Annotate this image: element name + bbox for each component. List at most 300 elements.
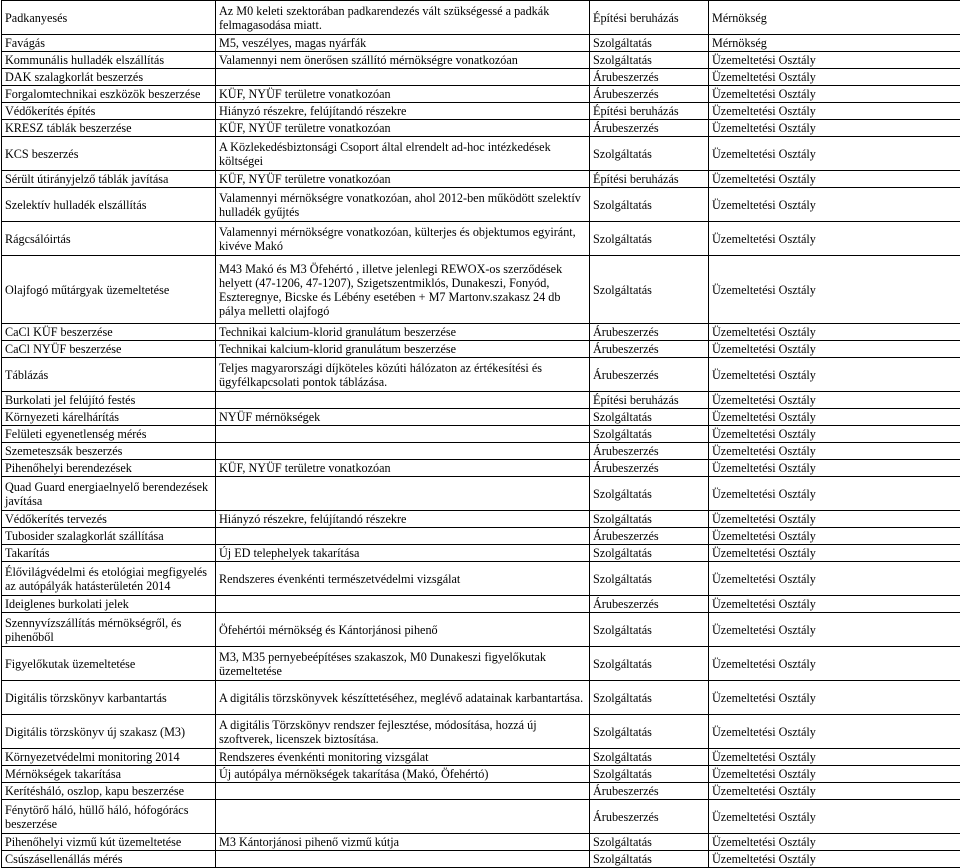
procurement-type-cell (590, 137, 709, 171)
cell-text: Ideiglenes burkolati jelek (5, 597, 213, 611)
description-cell (216, 256, 590, 324)
department-cell (709, 545, 960, 562)
cell-text: Tubosider szalagkorlát szállítása (5, 529, 213, 543)
activity-name-cell (2, 528, 216, 545)
department-cell (709, 528, 960, 545)
procurement-type-cell (590, 528, 709, 545)
cell-text: Mérnökség (712, 36, 960, 50)
cell-text: Üzemeltetési Osztály (712, 104, 960, 118)
description-cell (216, 443, 590, 460)
activity-name-cell (2, 188, 216, 222)
cell-text: Valamennyi nem önerősen szállító mérnökségre vonatkozóan (219, 53, 587, 67)
cell-text: Üzemeltetési Osztály (712, 393, 960, 407)
cell-text: Üzemeltetési Osztály (712, 87, 960, 101)
activity-name-cell (2, 52, 216, 69)
department-cell (709, 715, 960, 749)
cell-text: Üzemeltetési Osztály (712, 572, 960, 586)
cell-text: Új ED telephelyek takarítása (219, 546, 587, 560)
department-cell (709, 800, 960, 834)
table-row (2, 596, 960, 613)
table-row (2, 528, 960, 545)
description-cell (216, 137, 590, 171)
department-cell (709, 137, 960, 171)
description-cell (216, 528, 590, 545)
procurement-type-cell (590, 596, 709, 613)
cell-text: Árubeszerzés (593, 325, 706, 339)
table-row (2, 460, 960, 477)
cell-text: Üzemeltetési Osztály (712, 53, 960, 67)
description-cell (216, 358, 590, 392)
cell-text: Árubeszerzés (593, 368, 706, 382)
table-row (2, 358, 960, 392)
procurement-type-cell (590, 477, 709, 511)
cell-text: Szolgáltatás (593, 657, 706, 671)
table-row (2, 324, 960, 341)
activity-name-cell (2, 324, 216, 341)
department-cell (709, 749, 960, 766)
activity-name-cell (2, 545, 216, 562)
cell-text: Üzemeltetési Osztály (712, 546, 960, 560)
procurement-type-cell (590, 766, 709, 783)
cell-text: M5, veszélyes, magas nyárfák (219, 36, 587, 50)
department-cell (709, 256, 960, 324)
cell-text: Üzemeltetési Osztály (712, 70, 960, 84)
procurement-type-cell (590, 188, 709, 222)
cell-text: Valamennyi mérnökségre vonatkozóan, külterjes és objektumos egyiránt, kivéve Makó (219, 225, 587, 253)
cell-text: Építési beruházás (593, 11, 706, 25)
activity-name-cell (2, 460, 216, 477)
table-row (2, 86, 960, 103)
table-row (2, 171, 960, 188)
cell-text: Üzemeltetési Osztály (712, 725, 960, 739)
procurement-type-cell (590, 647, 709, 681)
department-cell (709, 324, 960, 341)
procurement-type-cell (590, 1, 709, 35)
description-cell (216, 851, 590, 868)
cell-text: Árubeszerzés (593, 529, 706, 543)
cell-text: Szolgáltatás (593, 487, 706, 501)
description-cell (216, 1, 590, 35)
procurement-type-cell (590, 613, 709, 647)
cell-text: Fénytörő háló, hüllő háló, hófogórács beszerzése (5, 803, 213, 831)
table-body (2, 1, 960, 868)
activity-name-cell (2, 477, 216, 511)
description-cell (216, 681, 590, 715)
cell-text: Valamennyi mérnökségre vonatkozóan, ahol 2012-ben működött szelektív hulladék gyűjtés (219, 191, 587, 219)
procurement-type-cell (590, 392, 709, 409)
cell-text: Szolgáltatás (593, 198, 706, 212)
activity-name-cell (2, 851, 216, 868)
table-row (2, 341, 960, 358)
description-cell (216, 460, 590, 477)
activity-name-cell (2, 392, 216, 409)
description-cell (216, 222, 590, 256)
department-cell (709, 222, 960, 256)
department-cell (709, 477, 960, 511)
description-cell (216, 596, 590, 613)
cell-text: Padkanyesés (5, 11, 213, 25)
cell-text: NYÜF mérnökségek (219, 410, 587, 424)
activity-name-cell (2, 443, 216, 460)
cell-text: Üzemeltetési Osztály (712, 283, 960, 297)
cell-text: KCS beszerzés (5, 147, 213, 161)
activity-name-cell (2, 358, 216, 392)
activity-name-cell (2, 426, 216, 443)
cell-text: KÜF, NYÜF területre vonatkozóan (219, 461, 587, 475)
table-row (2, 511, 960, 528)
cell-text: Szolgáltatás (593, 572, 706, 586)
procurement-type-cell (590, 222, 709, 256)
cell-text: Üzemeltetési Osztály (712, 427, 960, 441)
cell-text: Kerítésháló, oszlop, kapu beszerzése (5, 784, 213, 798)
cell-text: Szolgáltatás (593, 147, 706, 161)
cell-text: Öfehértói mérnökség és Kántorjánosi pihenő (219, 623, 587, 637)
procurement-type-cell (590, 256, 709, 324)
cell-text: Új autópálya mérnökségek takarítása (Makó, Öfehértó) (219, 767, 587, 781)
cell-text: Szemeteszsák beszerzés (5, 444, 213, 458)
description-cell (216, 426, 590, 443)
cell-text: DAK szalagkorlát beszerzés (5, 70, 213, 84)
cell-text: Árubeszerzés (593, 444, 706, 458)
table-row (2, 851, 960, 868)
cell-text: Favágás (5, 36, 213, 50)
procurement-type-cell (590, 800, 709, 834)
description-cell (216, 409, 590, 426)
table-row (2, 545, 960, 562)
activity-name-cell (2, 171, 216, 188)
cell-text: M3, M35 pernyebeépítéses szakaszok, M0 Dunakeszi figyelőkutak üzemeltetése (219, 650, 587, 678)
table-row (2, 834, 960, 851)
department-cell (709, 409, 960, 426)
cell-text: Olajfogó műtárgyak üzemeltetése (5, 283, 213, 297)
table-row (2, 69, 960, 86)
description-cell (216, 52, 590, 69)
procurement-type-cell (590, 426, 709, 443)
department-cell (709, 103, 960, 120)
cell-text: Szolgáltatás (593, 725, 706, 739)
procurement-type-cell (590, 715, 709, 749)
table-row (2, 783, 960, 800)
department-cell (709, 681, 960, 715)
activity-name-cell (2, 137, 216, 171)
table-row (2, 715, 960, 749)
department-cell (709, 834, 960, 851)
cell-text: Szolgáltatás (593, 512, 706, 526)
procurement-type-cell (590, 562, 709, 596)
cell-text: KÜF, NYÜF területre vonatkozóan (219, 172, 587, 186)
table-row (2, 120, 960, 137)
procurement-type-cell (590, 52, 709, 69)
cell-text: Üzemeltetési Osztály (712, 198, 960, 212)
activity-name-cell (2, 256, 216, 324)
table-row (2, 477, 960, 511)
cell-text: Burkolati jel felújító festés (5, 393, 213, 407)
table-row (2, 426, 960, 443)
table-row (2, 443, 960, 460)
cell-text: CaCl KÜF beszerzése (5, 325, 213, 339)
description-cell (216, 477, 590, 511)
cell-text: Üzemeltetési Osztály (712, 172, 960, 186)
description-cell (216, 613, 590, 647)
activity-name-cell (2, 409, 216, 426)
department-cell (709, 392, 960, 409)
cell-text: Pihenőhelyi berendezések (5, 461, 213, 475)
activity-name-cell (2, 86, 216, 103)
cell-text: A digitális törzskönyvek készíttetéséhez, meglévő adatainak karbantartása. (219, 691, 587, 705)
cell-text: Szelektív hulladék elszállítás (5, 198, 213, 212)
activity-name-cell (2, 647, 216, 681)
department-cell (709, 766, 960, 783)
cell-text: Üzemeltetési Osztály (712, 623, 960, 637)
cell-text: Technikai kalcium-klorid granulátum beszerzése (219, 342, 587, 356)
procurement-type-cell (590, 681, 709, 715)
cell-text: Szolgáltatás (593, 750, 706, 764)
cell-text: Táblázás (5, 368, 213, 382)
cell-text: Rendszeres évenkénti monitoring vizsgálat (219, 750, 587, 764)
activity-name-cell (2, 562, 216, 596)
cell-text: A Közlekedésbiztonsági Csoport által elrendelt ad-hoc intézkedések költségei (219, 140, 587, 168)
cell-text: Környezetvédelmi monitoring 2014 (5, 750, 213, 764)
procurement-type-cell (590, 341, 709, 358)
cell-text: Építési beruházás (593, 104, 706, 118)
cell-text: Építési beruházás (593, 172, 706, 186)
cell-text: Quad Guard energiaelnyelő berendezések javítása (5, 480, 213, 508)
procurement-type-cell (590, 545, 709, 562)
cell-text: Az M0 keleti szektorában padkarendezés vált szükségessé a padkák felmagasodása miatt. (219, 4, 587, 32)
description-cell (216, 545, 590, 562)
cell-text: KRESZ táblák beszerzése (5, 121, 213, 135)
procurement-type-cell (590, 783, 709, 800)
cell-text: Árubeszerzés (593, 87, 706, 101)
cell-text: Hiányzó részekre, felújítandó részekre (219, 104, 587, 118)
description-cell (216, 103, 590, 120)
activity-name-cell (2, 715, 216, 749)
department-cell (709, 613, 960, 647)
department-cell (709, 647, 960, 681)
cell-text: Szolgáltatás (593, 232, 706, 246)
procurement-type-cell (590, 460, 709, 477)
description-cell (216, 800, 590, 834)
cell-text: Figyelőkutak üzemeltetése (5, 657, 213, 671)
table-row (2, 52, 960, 69)
table-row (2, 562, 960, 596)
cell-text: Védőkerítés építés (5, 104, 213, 118)
cell-text: Rágcsálóirtás (5, 232, 213, 246)
department-cell (709, 358, 960, 392)
table-row (2, 1, 960, 35)
cell-text: Árubeszerzés (593, 70, 706, 84)
description-cell (216, 392, 590, 409)
table-row (2, 681, 960, 715)
cell-text: Üzemeltetési Osztály (712, 529, 960, 543)
procurement-type-cell (590, 103, 709, 120)
description-cell (216, 324, 590, 341)
cell-text: Üzemeltetési Osztály (712, 444, 960, 458)
cell-text: Üzemeltetési Osztály (712, 835, 960, 849)
procurement-type-cell (590, 324, 709, 341)
description-cell (216, 562, 590, 596)
department-cell (709, 120, 960, 137)
department-cell (709, 562, 960, 596)
cell-text: Pihenőhelyi vizmű kút üzemeltetése (5, 835, 213, 849)
cell-text: Üzemeltetési Osztály (712, 147, 960, 161)
cell-text: Szolgáltatás (593, 36, 706, 50)
description-cell (216, 715, 590, 749)
cell-text: Üzemeltetési Osztály (712, 657, 960, 671)
department-cell (709, 511, 960, 528)
cell-text: Üzemeltetési Osztály (712, 232, 960, 246)
cell-text: Üzemeltetési Osztály (712, 368, 960, 382)
cell-text: Mérnökségek takarítása (5, 767, 213, 781)
department-cell (709, 426, 960, 443)
description-cell (216, 511, 590, 528)
procurement-type-cell (590, 409, 709, 426)
description-cell (216, 35, 590, 52)
activity-name-cell (2, 222, 216, 256)
cell-text: Szennyvízszállítás mérnökségről, és pihenőből (5, 616, 213, 644)
department-cell (709, 1, 960, 35)
cell-text: Szolgáltatás (593, 410, 706, 424)
table-row (2, 222, 960, 256)
cell-text: Árubeszerzés (593, 784, 706, 798)
department-cell (709, 443, 960, 460)
cell-text: Teljes magyarországi díjköteles közúti hálózaton az értékesítési és ügyfélkapcsolati pontok táblázása. (219, 361, 587, 389)
table-row (2, 613, 960, 647)
table-row (2, 256, 960, 324)
table-row (2, 35, 960, 52)
description-cell (216, 783, 590, 800)
description-cell (216, 647, 590, 681)
cell-text: Szolgáltatás (593, 767, 706, 781)
activity-name-cell (2, 766, 216, 783)
cell-text: Felületi egyenetlenség mérés (5, 427, 213, 441)
activity-name-cell (2, 613, 216, 647)
cell-text: Kommunális hulladék elszállítás (5, 53, 213, 67)
cell-text: Szolgáltatás (593, 623, 706, 637)
department-cell (709, 69, 960, 86)
description-cell (216, 766, 590, 783)
table-row (2, 647, 960, 681)
procurement-table (1, 0, 960, 868)
table-row (2, 392, 960, 409)
cell-text: Takarítás (5, 546, 213, 560)
cell-text: Üzemeltetési Osztály (712, 325, 960, 339)
cell-text: Építési beruházás (593, 393, 706, 407)
description-cell (216, 834, 590, 851)
activity-name-cell (2, 681, 216, 715)
cell-text: Digitális törzskönyv karbantartás (5, 691, 213, 705)
table-row (2, 749, 960, 766)
cell-text: Szolgáltatás (593, 835, 706, 849)
description-cell (216, 120, 590, 137)
cell-text: Üzemeltetési Osztály (712, 461, 960, 475)
cell-text: KÜF, NYÜF területre vonatkozóan (219, 121, 587, 135)
department-cell (709, 86, 960, 103)
cell-text: Üzemeltetési Osztály (712, 691, 960, 705)
cell-text: CaCl NYÜF beszerzése (5, 342, 213, 356)
cell-text: Csúszásellenállás mérés (5, 852, 213, 866)
activity-name-cell (2, 103, 216, 120)
cell-text: Üzemeltetési Osztály (712, 767, 960, 781)
activity-name-cell (2, 800, 216, 834)
procurement-type-cell (590, 171, 709, 188)
department-cell (709, 188, 960, 222)
cell-text: Üzemeltetési Osztály (712, 852, 960, 866)
table-row (2, 800, 960, 834)
cell-text: Árubeszerzés (593, 342, 706, 356)
activity-name-cell (2, 1, 216, 35)
cell-text: Üzemeltetési Osztály (712, 810, 960, 824)
description-cell (216, 69, 590, 86)
cell-text: Árubeszerzés (593, 810, 706, 824)
cell-text: Digitális törzskönyv új szakasz (M3) (5, 725, 213, 739)
cell-text: Szolgáltatás (593, 546, 706, 560)
activity-name-cell (2, 341, 216, 358)
procurement-type-cell (590, 35, 709, 52)
department-cell (709, 596, 960, 613)
cell-text: Forgalomtechnikai eszközök beszerzése (5, 87, 213, 101)
cell-text: Szolgáltatás (593, 852, 706, 866)
cell-text: Szolgáltatás (593, 691, 706, 705)
cell-text: Mérnökség (712, 11, 960, 25)
department-cell (709, 341, 960, 358)
cell-text: A digitális Törzskönyv rendszer fejlesztése, módosítása, hozzá új szoftverek, licenszek biztosítása. (219, 718, 587, 746)
cell-text: Sérült útirányjelző táblák javítása (5, 172, 213, 186)
department-cell (709, 171, 960, 188)
cell-text: Élővilágvédelmi és etológiai megfigyelés az autópályák hatásterületén 2014 (5, 565, 213, 593)
activity-name-cell (2, 35, 216, 52)
activity-name-cell (2, 69, 216, 86)
table-row (2, 188, 960, 222)
description-cell (216, 171, 590, 188)
activity-name-cell (2, 749, 216, 766)
activity-name-cell (2, 511, 216, 528)
procurement-type-cell (590, 749, 709, 766)
procurement-type-cell (590, 69, 709, 86)
cell-text: Rendszeres évenkénti természetvédelmi vizsgálat (219, 572, 587, 586)
department-cell (709, 783, 960, 800)
procurement-type-cell (590, 511, 709, 528)
description-cell (216, 86, 590, 103)
description-cell (216, 749, 590, 766)
cell-text: Üzemeltetési Osztály (712, 121, 960, 135)
cell-text: Üzemeltetési Osztály (712, 410, 960, 424)
cell-text: Technikai kalcium-klorid granulátum beszerzése (219, 325, 587, 339)
table-row (2, 766, 960, 783)
cell-text: Üzemeltetési Osztály (712, 750, 960, 764)
cell-text: Védőkerítés tervezés (5, 512, 213, 526)
table-row (2, 137, 960, 171)
cell-text: Árubeszerzés (593, 461, 706, 475)
procurement-type-cell (590, 851, 709, 868)
department-cell (709, 851, 960, 868)
table-row (2, 103, 960, 120)
cell-text: M43 Makó és M3 Öfehértó , illetve jelenlegi REWOX-os szerződések helyett (47-1206, 47-1207), Szigetszentmiklós, Dunakeszi, Fonyód, Eszteregnye, Bicske és Lébény esetében + M7 Martonv.szakasz 24 db pálya melletti olajfogó (219, 262, 587, 318)
description-cell (216, 341, 590, 358)
cell-text: Árubeszerzés (593, 121, 706, 135)
cell-text: Üzemeltetési Osztály (712, 487, 960, 501)
cell-text: Környezeti kárelhárítás (5, 410, 213, 424)
procurement-type-cell (590, 120, 709, 137)
table-row (2, 409, 960, 426)
department-cell (709, 35, 960, 52)
cell-text: Üzemeltetési Osztály (712, 512, 960, 526)
cell-text: Szolgáltatás (593, 427, 706, 441)
procurement-type-cell (590, 443, 709, 460)
cell-text: Hiányzó részekre, felújítandó részekre (219, 512, 587, 526)
cell-text: Szolgáltatás (593, 283, 706, 297)
activity-name-cell (2, 120, 216, 137)
